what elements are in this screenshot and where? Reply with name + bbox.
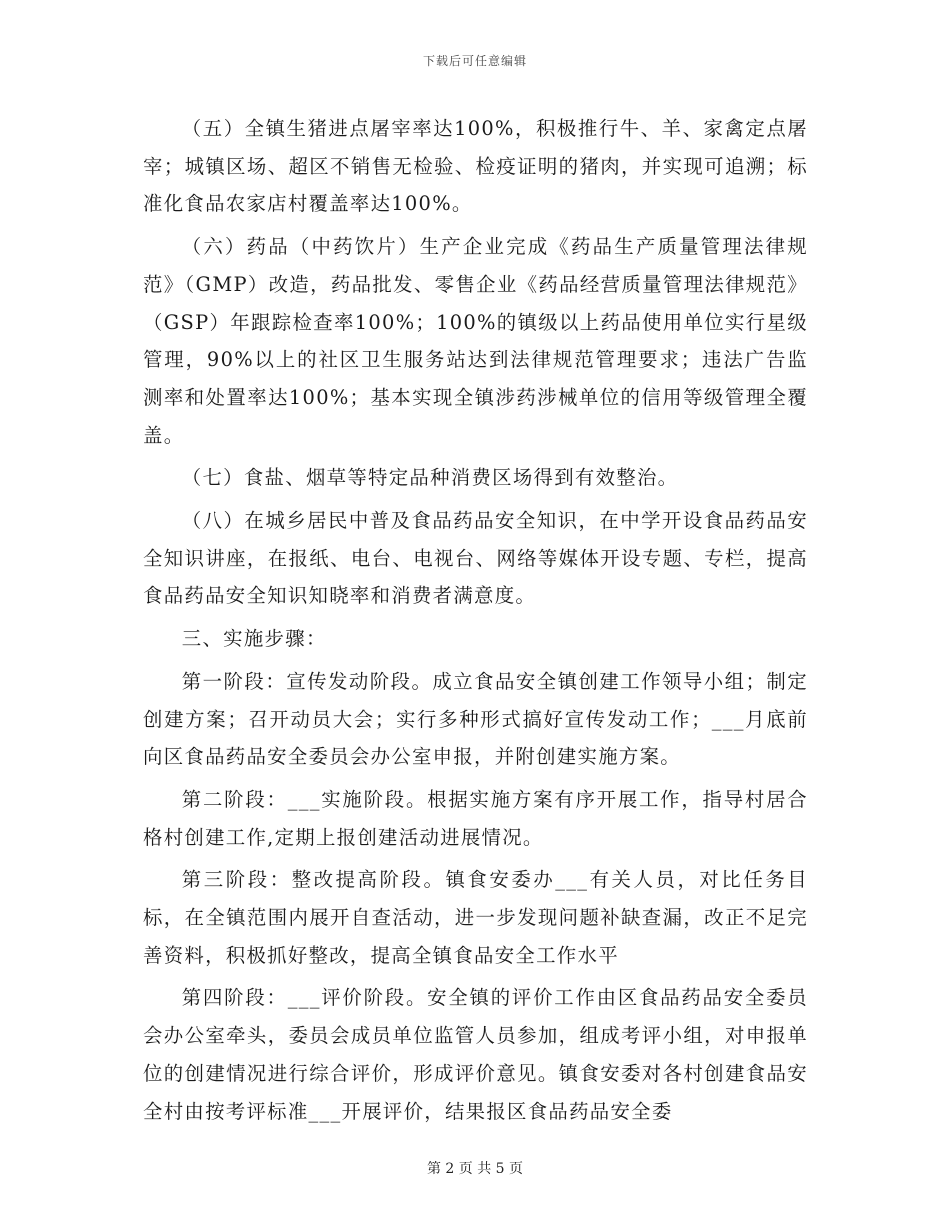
paragraph-stage-1: 第一阶段：宣传发动阶段。成立食品安全镇创建工作领导小组；制定创建方案；召开动员大会；实行多种形式搞好宣传发动工作；___月底前向区食品药品安全委员会办公室申报，并附创建实施方案。 — [143, 669, 808, 769]
paragraph-item-8: （八）在城乡居民中普及食品药品安全知识，在中学开设食品药品安全知识讲座，在报纸、电台、电视台、网络等媒体开设专题、专栏，提高食品药品安全知识知晓率和消费者满意度。 — [143, 509, 808, 608]
paragraph-stage-2: 第二阶段：___实施阶段。根据实施方案有序开展工作，指导村居合格村创建工作,定期上报创建活动进展情况。 — [143, 787, 808, 849]
paragraph-item-6: （六）药品（中药饮片）生产企业完成《药品生产质量管理法律规范》（GMP）改造，药品批发、零售企业《药品经营质量管理法律规范》（GSP）年跟踪检查率100%；100%的镇级以上药品使用单位实行星级管理，90%以上的社区卫生服务站达到法律规范管理要求；违法广告监测率和处置率达100%；基本实现全镇涉药涉械单位的信用等级管理全覆盖。 — [143, 235, 808, 447]
paragraph-stage-4: 第四阶段：___评价阶段。安全镇的评价工作由区食品药品安全委员会办公室牵头，委员会成员单位监管人员参加，组成考评小组，对申报单位的创建情况进行综合评价，形成评价意见。镇食安委对各村创建食品安全村由按考评标准___开展评价，结果报区食品药品安全委 — [143, 986, 808, 1123]
paragraph-stage-3: 第三阶段：整改提高阶段。镇食安委办___有关人员，对比任务目标，在全镇范围内展开自查活动，进一步发现问题补缺查漏，改正不足完善资料，积极抓好整改，提高全镇食品安全工作水平 — [143, 868, 808, 967]
section-heading-implementation-steps: 三、实施步骤： — [181, 627, 327, 651]
document-body — [143, 110, 808, 1135]
paragraph-item-5: （五）全镇生猪进点屠宰率达100%，积极推行牛、羊、家禽定点屠宰；城镇区场、超区不销售无检验、检疫证明的猪肉，并实现可追溯；标准化食品农家店村覆盖率达100%。 — [143, 117, 808, 216]
page-header-note: 下载后可任意编辑 — [422, 54, 527, 68]
paragraph-item-7: （七）食盐、烟草等特定品种消费区场得到有效整治。 — [181, 466, 679, 490]
page-number-footer: 第 2 页 共 5 页 — [426, 1161, 524, 1177]
